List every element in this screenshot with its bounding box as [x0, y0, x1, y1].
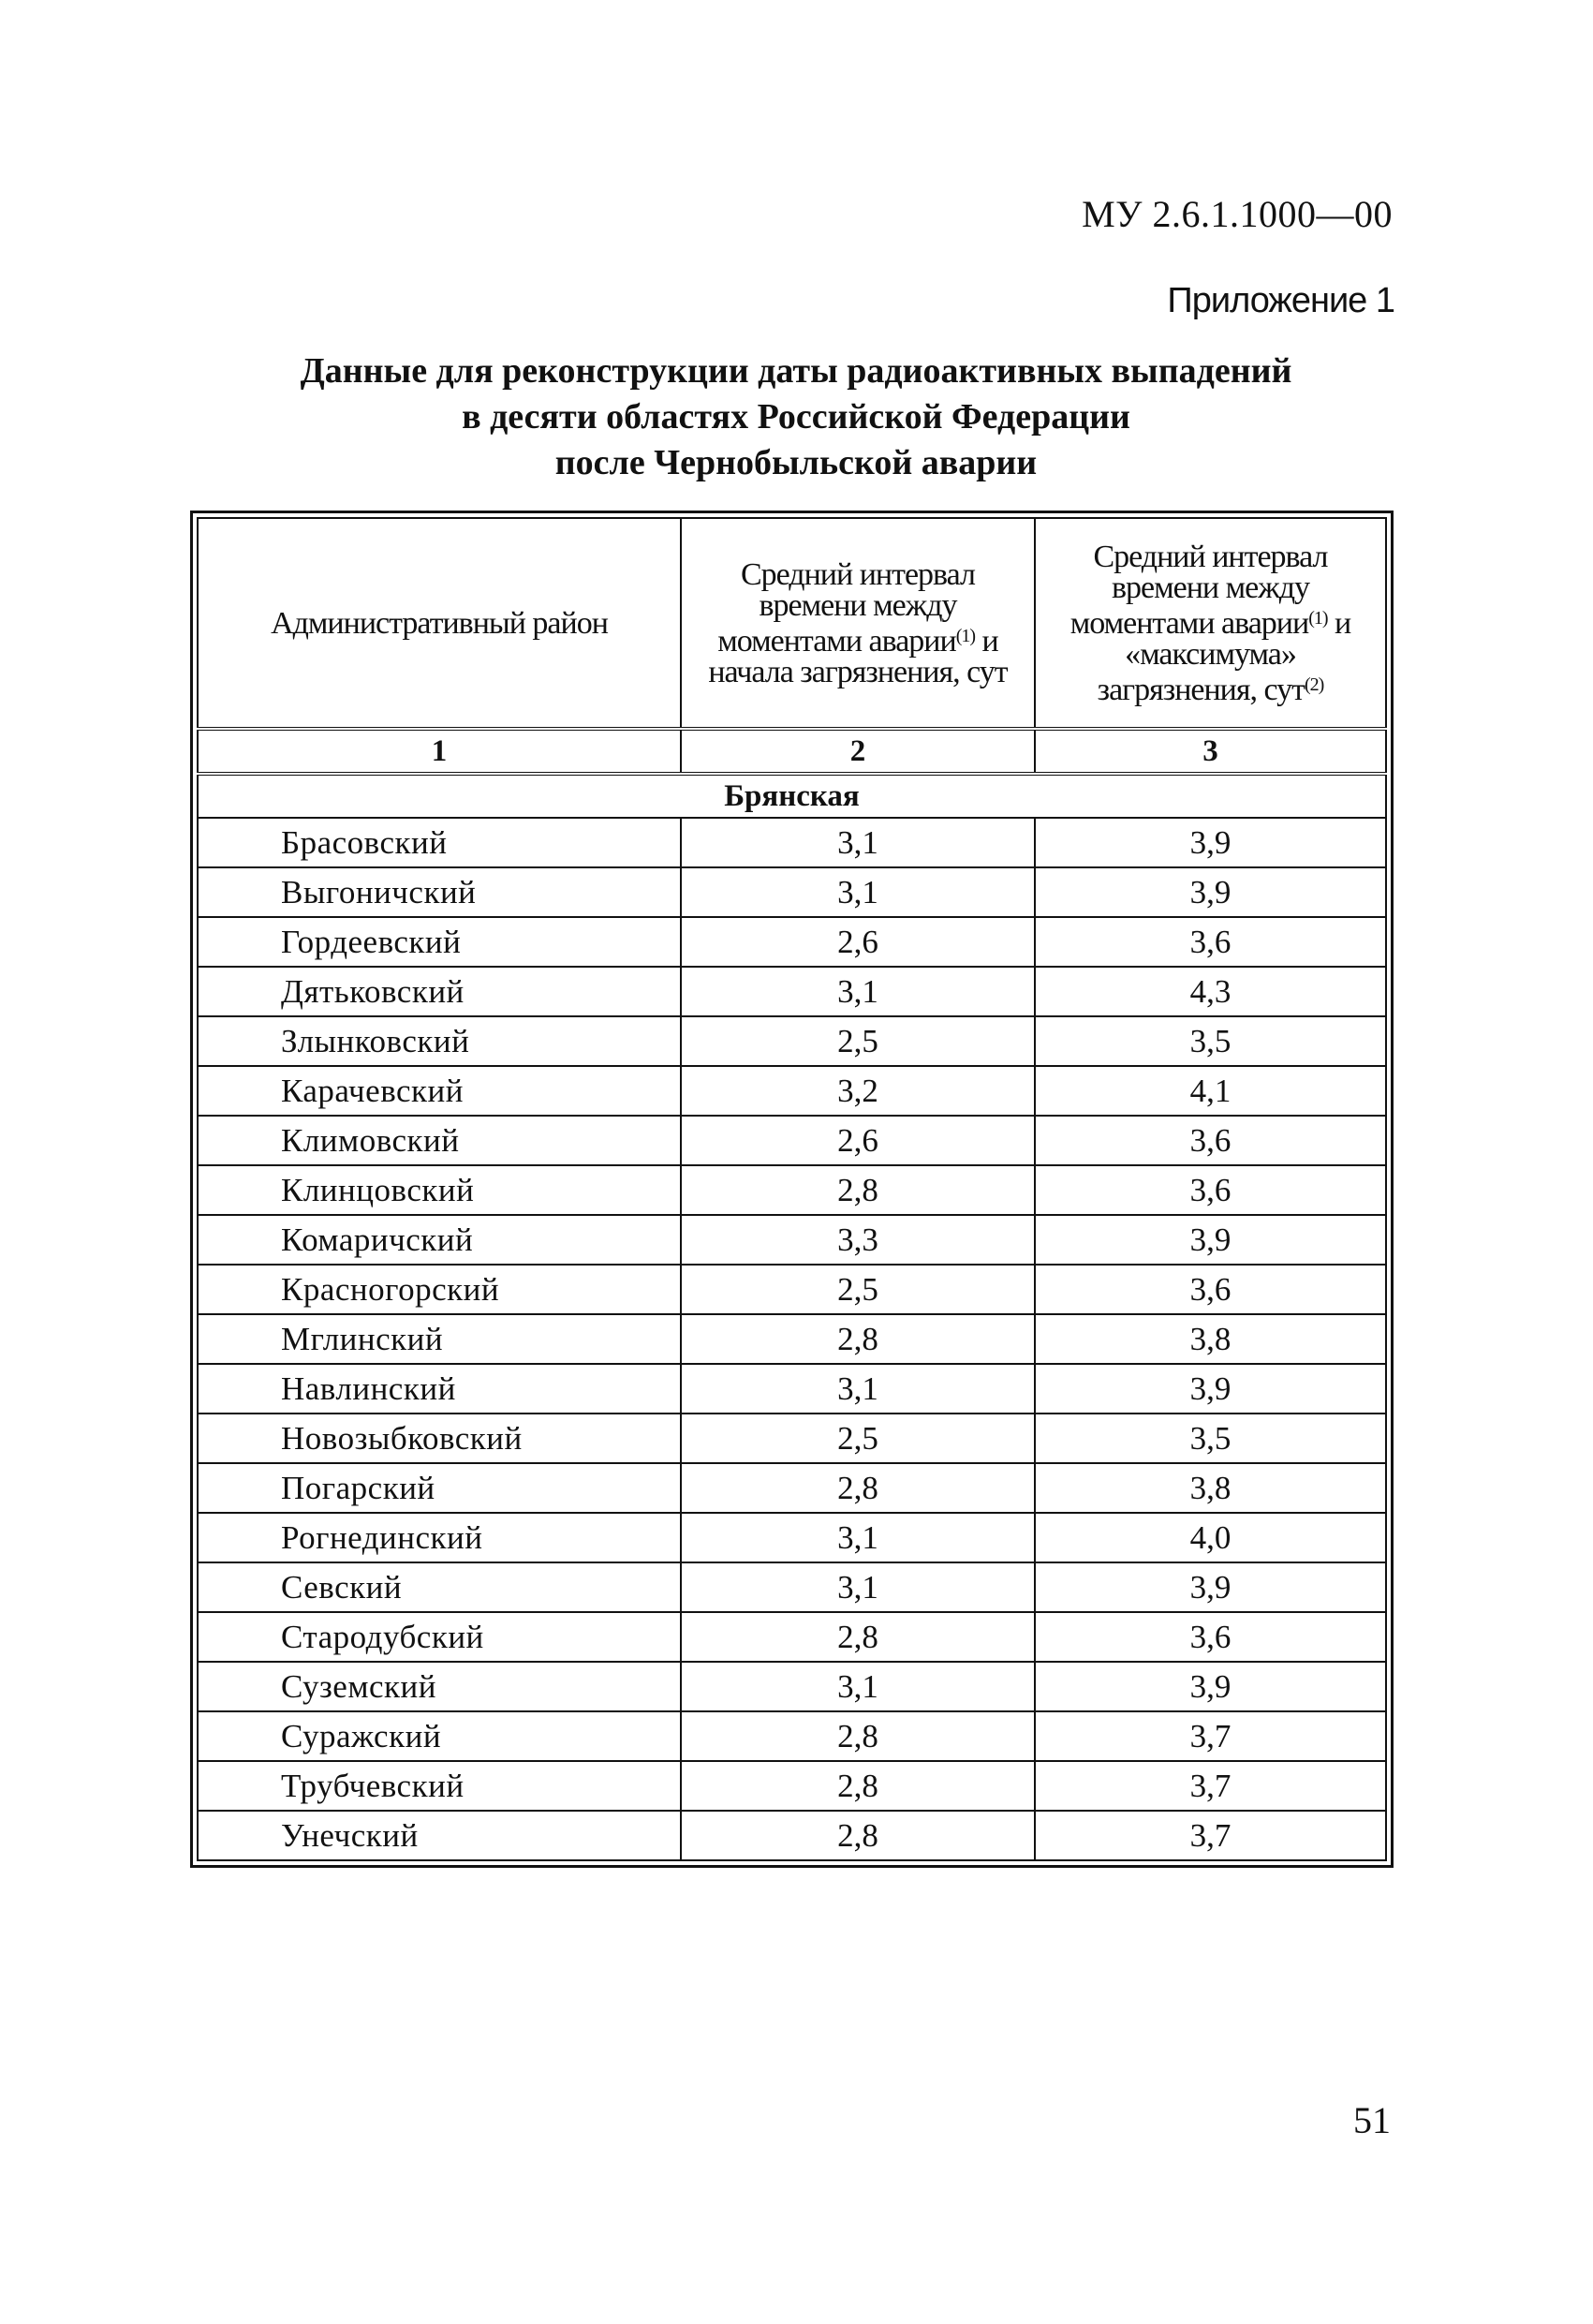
district-cell: Выгоничский [198, 867, 681, 917]
start-interval-cell: 3,1 [681, 867, 1035, 917]
start-interval-cell: 2,8 [681, 1711, 1035, 1761]
column-number-row [198, 729, 1386, 774]
start-interval-cell: 3,1 [681, 967, 1035, 1016]
column-number: 3 [1035, 729, 1386, 774]
table-row [198, 1016, 1386, 1066]
start-interval-cell: 2,5 [681, 1016, 1035, 1066]
start-interval-cell: 2,8 [681, 1463, 1035, 1513]
region-name: Брянская [198, 774, 1386, 818]
start-interval-cell: 3,1 [681, 1364, 1035, 1414]
title-line-3: после Чернобыльской аварии [554, 443, 1038, 482]
max-interval-cell: 3,5 [1035, 1414, 1386, 1463]
column-number: 2 [681, 729, 1035, 774]
district-cell: Злынковский [198, 1016, 681, 1066]
district-cell: Рогнединский [198, 1513, 681, 1562]
district-cell: Стародубский [198, 1612, 681, 1662]
max-interval-cell: 3,9 [1035, 1562, 1386, 1612]
start-interval-cell: 3,1 [681, 1562, 1035, 1612]
district-cell: Дятьковский [198, 967, 681, 1016]
table-row [198, 867, 1386, 917]
max-interval-cell: 4,1 [1035, 1066, 1386, 1116]
max-interval-cell: 4,3 [1035, 967, 1386, 1016]
start-interval-cell: 2,8 [681, 1761, 1035, 1811]
max-interval-cell: 3,9 [1035, 1364, 1386, 1414]
table-row [198, 1711, 1386, 1761]
max-interval-cell: 3,6 [1035, 1116, 1386, 1165]
region-row [198, 774, 1386, 818]
title-line-2: в десяти областях Российской Федерации [462, 397, 1130, 437]
max-interval-cell: 3,9 [1035, 867, 1386, 917]
table-row [198, 1463, 1386, 1513]
start-interval-cell: 3,1 [681, 818, 1035, 867]
max-interval-cell: 3,7 [1035, 1811, 1386, 1860]
start-interval-cell: 2,8 [681, 1612, 1035, 1662]
column-header-district [198, 518, 681, 729]
max-interval-cell: 3,8 [1035, 1314, 1386, 1364]
table-row [198, 1811, 1386, 1860]
column-header-max-label: Средний интервал времени между моментами аварии$^{(1)}$ и «максимума» загрязнения, сут$^{(2)}$ [1069, 539, 1351, 707]
table-header-row [198, 518, 1386, 729]
start-interval-cell: 2,5 [681, 1414, 1035, 1463]
table-row [198, 1066, 1386, 1116]
start-interval-cell: 2,6 [681, 1116, 1035, 1165]
document-code: МУ 2.6.1.1000—00 [1082, 193, 1393, 235]
start-interval-cell: 3,1 [681, 1662, 1035, 1711]
max-interval-cell: 4,0 [1035, 1513, 1386, 1562]
max-interval-cell: 3,7 [1035, 1711, 1386, 1761]
district-cell: Комаричский [198, 1215, 681, 1265]
max-interval-cell: 3,8 [1035, 1463, 1386, 1513]
district-cell: Трубчевский [198, 1761, 681, 1811]
max-interval-cell: 3,9 [1035, 1215, 1386, 1265]
table-row [198, 917, 1386, 967]
data-table-frame [190, 511, 1394, 1868]
max-interval-cell: 3,6 [1035, 1165, 1386, 1215]
data-table [197, 517, 1387, 1861]
table-row [198, 1364, 1386, 1414]
district-cell: Суражский [198, 1711, 681, 1761]
table-row [198, 1265, 1386, 1314]
column-header-max-interval [1035, 518, 1386, 729]
start-interval-cell: 2,6 [681, 917, 1035, 967]
district-cell: Навлинский [198, 1364, 681, 1414]
table-row [198, 1513, 1386, 1562]
start-interval-cell: 3,2 [681, 1066, 1035, 1116]
table-row [198, 1761, 1386, 1811]
table-row [198, 1314, 1386, 1364]
table-row [198, 1562, 1386, 1612]
table-row [198, 967, 1386, 1016]
max-interval-cell: 3,6 [1035, 917, 1386, 967]
page-number: 51 [1353, 2099, 1391, 2141]
table-row [198, 1414, 1386, 1463]
district-cell: Климовский [198, 1116, 681, 1165]
district-cell: Карачевский [198, 1066, 681, 1116]
table-row [198, 1116, 1386, 1165]
district-cell: Брасовский [198, 818, 681, 867]
table-row [198, 818, 1386, 867]
district-cell: Севский [198, 1562, 681, 1612]
max-interval-cell: 3,6 [1035, 1265, 1386, 1314]
district-cell: Клинцовский [198, 1165, 681, 1215]
document-title [187, 348, 1405, 486]
district-cell: Новозыбковский [198, 1414, 681, 1463]
title-line-1: Данные для реконструкции даты радиоактивных выпадений [300, 351, 1292, 391]
max-interval-cell: 3,9 [1035, 1662, 1386, 1711]
district-cell: Мглинский [198, 1314, 681, 1364]
start-interval-cell: 2,8 [681, 1165, 1035, 1215]
column-header-district-label: Административный район [271, 605, 608, 641]
table-row [198, 1215, 1386, 1265]
max-interval-cell: 3,9 [1035, 818, 1386, 867]
start-interval-cell: 2,5 [681, 1265, 1035, 1314]
max-interval-cell: 3,5 [1035, 1016, 1386, 1066]
column-number: 1 [198, 729, 681, 774]
district-cell: Погарский [198, 1463, 681, 1513]
start-interval-cell: 2,8 [681, 1314, 1035, 1364]
start-interval-cell: 3,3 [681, 1215, 1035, 1265]
district-cell: Суземский [198, 1662, 681, 1711]
appendix-label: Приложение 1 [1167, 281, 1394, 320]
column-header-start-interval [681, 518, 1035, 729]
district-cell: Унечский [198, 1811, 681, 1860]
max-interval-cell: 3,7 [1035, 1761, 1386, 1811]
start-interval-cell: 2,8 [681, 1811, 1035, 1860]
column-header-start-label: Средний интервал времени между моментами аварии$^{(1)}$ и начала загрязнения, сут [708, 556, 1008, 689]
district-cell: Красногорский [198, 1265, 681, 1314]
start-interval-cell: 3,1 [681, 1513, 1035, 1562]
district-cell: Гордеевский [198, 917, 681, 967]
max-interval-cell: 3,6 [1035, 1612, 1386, 1662]
table-row [198, 1165, 1386, 1215]
table-row [198, 1612, 1386, 1662]
table-row [198, 1662, 1386, 1711]
